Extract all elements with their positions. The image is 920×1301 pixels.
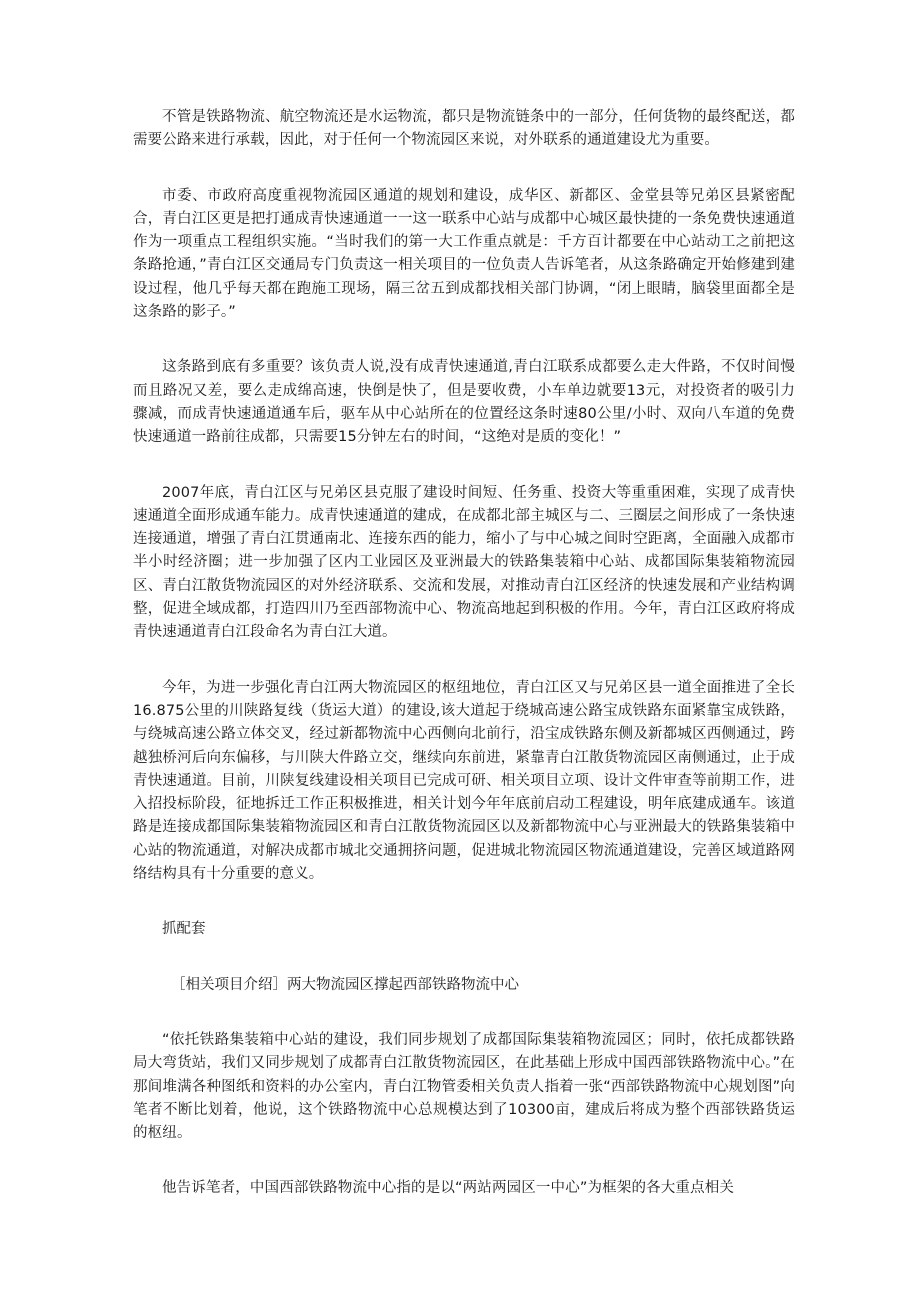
paragraph-gap: [133, 1145, 795, 1177]
paragraph-2: 市委、市政府高度重视物流园区通道的规划和建设，成华区、新都区、金堂县等兄弟区县紧密配合，青白江区更是把打通成青快速通道一一这一联系中心站与成都中心城区最快捷的一条免费快速通道作为一项重点工程组织实施。“当时我们的第一大工作重点就是：千方百计都要在中心站动工之前把这条路抢通，”青白江区交通局专门负责这一相关项目的一位负责人告诉笔者，从这条路确定开始修建到建设过程，他几乎每天都在跑施工现场，隔三岔五到成都找相关部门协调，“闭上眼睛，脑袋里面都全是这条路的影子。”: [133, 187, 795, 321]
document-page: [133, 106, 795, 1201]
paragraph-4: 2007年底，青白江区与兄弟区县克服了建设时间短、任务重、投资大等重重困难，实现了成青快速通道全面形成通车能力。成青快速通道的建成，在成都北部主城区与二、三圈层之间形成了一条快速连接通道，增强了青白江贯通南北、连接东西的能力，缩小了与中心城之间时空距离，全面融入成都市半小时经济圈；进一步加强了区内工业园区及亚洲最大的铁路集装箱中心站、成都国际集装箱物流园区、青白江散货物流园区的对外经济联系、交流和发展，对推动青白江区经济的快速发展和产业结构调整，促进全域成都，打造四川乃至西部物流中心、物流高地起到积极的作用。今年，青白江区政府将成青快速通道青白江段命名为青白江大道。: [133, 484, 795, 641]
paragraph-gap: [133, 997, 795, 1029]
paragraph-last: 他告诉笔者，中国西部铁路物流中心指的是以“两站两园区一中心”为框架的各大重点相关: [162, 1180, 735, 1197]
paragraph-5: 今年，为进一步强化青白江两大物流园区的枢纽地位，青白江区又与兄弟区县一道全面推进了全长16.875公里的川陕路复线（货运大道）的建设,该大道起于绕城高速公路宝成铁路东面紧靠宝成铁路，与绕城高速公路立体交叉，经过新都物流中心西侧向北前行，沿宝成铁路东侧及新都城区西侧通过，跨越独桥河后向东偏移，与川陕大件路立交，继续向东前进，紧靠青白江散货物流园区南侧通过，止于成青快速通道。目前，川陕复线建设相关项目已完成可研、相关项目立项、设计文件审查等前期工作，进入招投标阶段，征地拆迁工作正积极推进，相关计划今年年底前启动工程建设，明年底建成通车。该道路是连接成都国际集装箱物流园区和青白江散货物流园区以及新都物流中心与亚洲最大的铁路集装箱中心站的物流通道，对解决成都市城北交通拥挤问题，促进城北物流园区物流通道建设，完善区域道路网络结构具有十分重要的意义。: [133, 679, 795, 883]
paragraph-3: 这条路到底有多重要？该负责人说,没有成青快速通道,青白江联系成都要么走大件路，不仅时间慢而且路况又差，要么走成绵高速，快倒是快了，但是要收费，小车单边就要13元，对投资者的吸引力骤减，而成青快速通道通车后，驱车从中心站所在的位置经这条时速80公里/小时、双向八车道的免费快速通道一路前往成都，只需要15分钟左右的时间，“这绝对是质的变化！”: [133, 359, 795, 446]
paragraph-gap: [133, 645, 795, 677]
paragraph-quote: “依托铁路集装箱中心站的建设，我们同步规划了成都国际集装箱物流园区；同时，依托成都铁路局大弯货站，我们又同步规划了成都青白江散货物流园区，在此基础上形成中国西部铁路物流中心。”在那间堆满各种图纸和资料的办公室内，青白江物管委相关负责人指着一张“西部铁路物流中心规划图”向笔者不断比划着，他说，这个铁路物流中心总规模达到了10300亩，建成后将成为整个西部铁路货运的枢纽。: [133, 1031, 795, 1142]
paragraph-gap: [133, 450, 795, 482]
paragraph-gap: [133, 886, 795, 918]
paragraph-gap: [133, 942, 795, 974]
project-heading: ［相关项目介绍］两大物流园区撑起西部铁路物流中心: [171, 976, 519, 993]
paragraph-1: 不管是铁路物流、航空物流还是水运物流，都只是物流链条中的一部分，任何货物的最终配送，都需要公路来进行承载，因此，对于任何一个物流园区来说，对外联系的通道建设尤为重要。: [133, 109, 795, 149]
section-heading: 抓配套: [162, 921, 206, 938]
paragraph-gap: [133, 324, 795, 356]
paragraph-gap: [133, 153, 795, 185]
